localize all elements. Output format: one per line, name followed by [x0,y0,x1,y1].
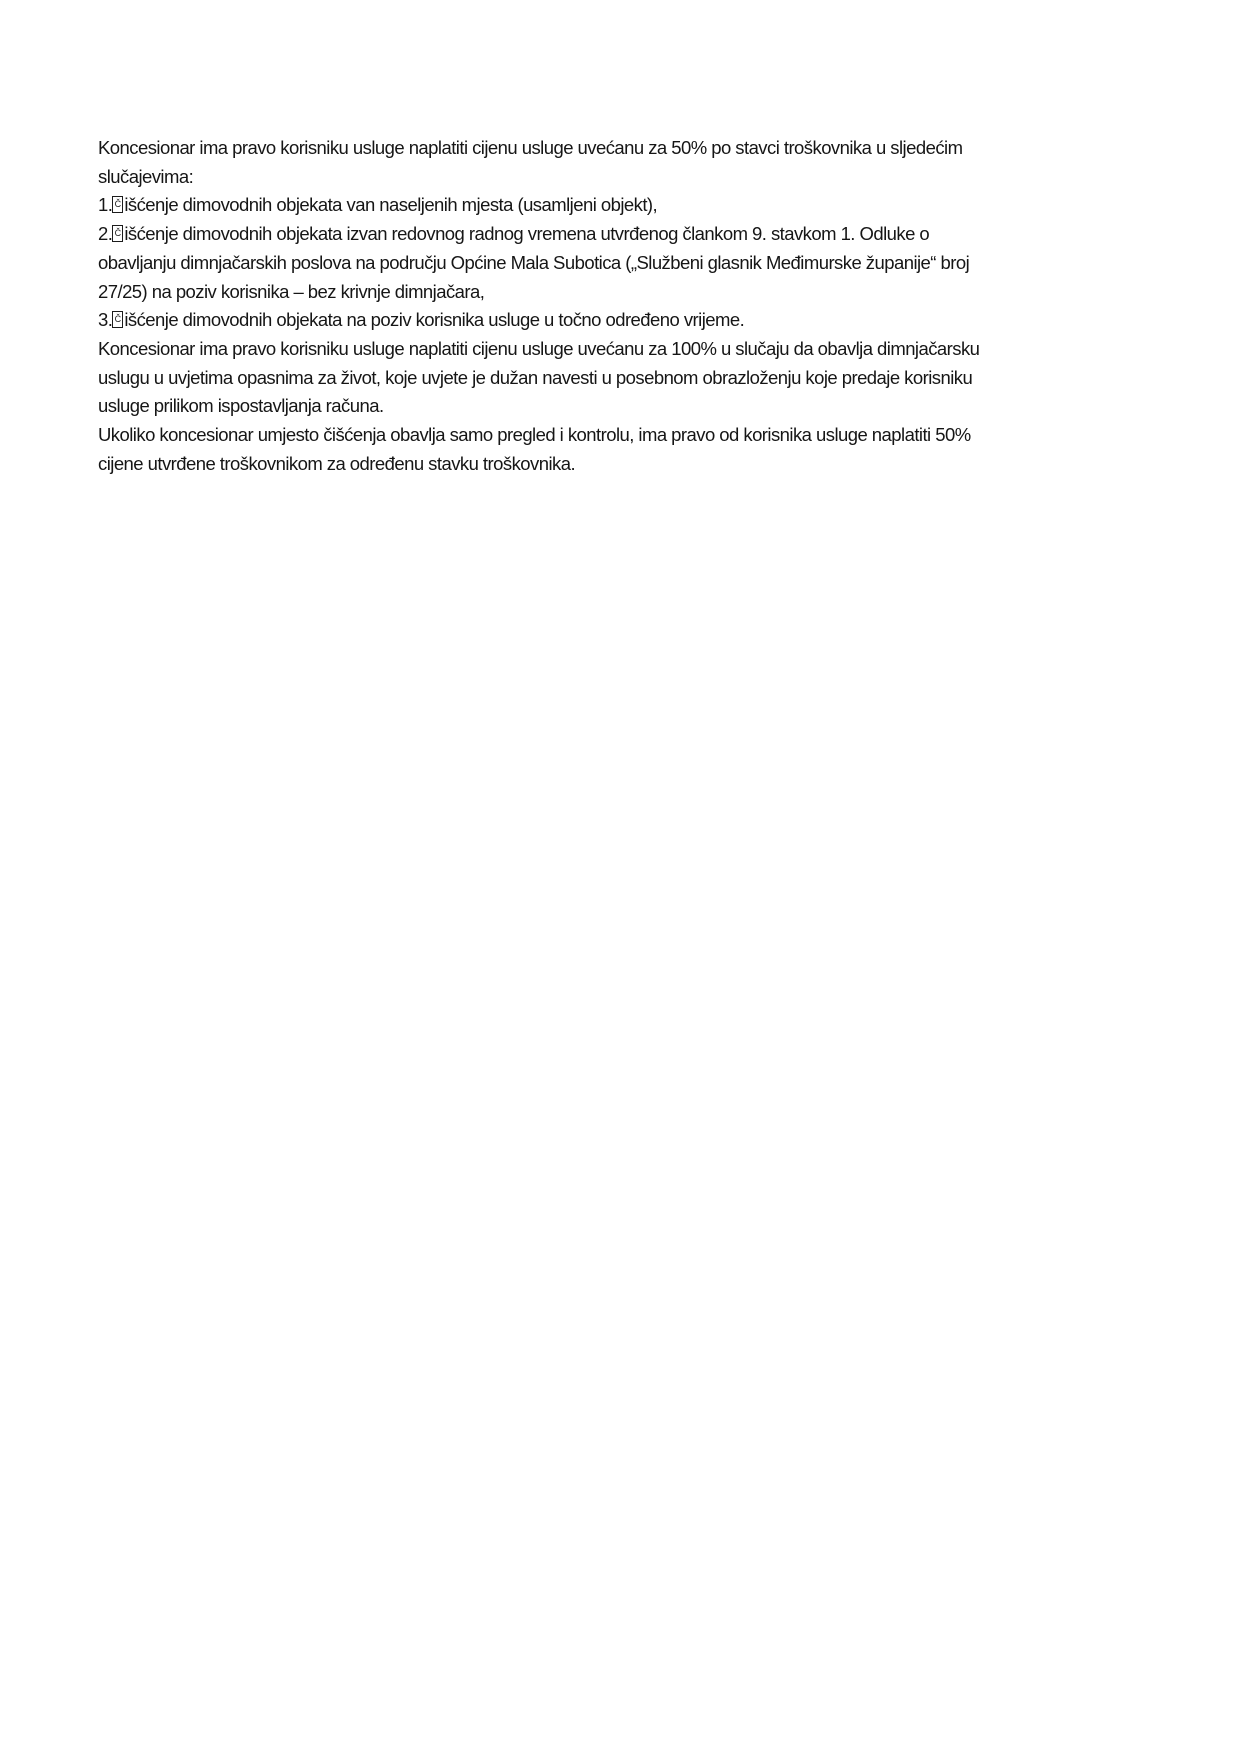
text-line [98,278,1153,307]
line-text: cijene utvrđene troškovnikom za određenu stavku troškovnika. [98,452,576,474]
list-number: 2. [98,223,113,245]
missing-glyph-icon: Č [112,225,123,242]
list-number: 3. [98,309,113,331]
numbered-list-line [98,220,1153,249]
line-text: Ukoliko koncesionar umjesto čišćenja obavlja samo pregled i kontrolu, ima pravo od korisnika usluge naplatiti 50% [98,424,971,446]
line-text: usluge prilikom ispostavljanja računa. [98,395,384,417]
numbered-list-line [98,191,1153,220]
line-text: išćenje dimovodnih objekata van naseljenih mjesta (usamljeni objekt), [124,194,658,216]
line-text: uslugu u uvjetima opasnima za život, koje uvjete je dužan navesti u posebnom obrazloženju koje predaje korisniku [98,366,973,388]
line-text: Koncesionar ima pravo korisniku usluge naplatiti cijenu usluge uvećanu za 100% u slučaju da obavlja dimnjačarsku [98,337,980,359]
numbered-list-line [98,306,1153,335]
line-text: išćenje dimovodnih objekata izvan redovnog radnog vremena utvrđenog člankom 9. stavkom 1. Odluke o [124,223,930,245]
text-line [98,335,1153,364]
list-number: 1. [98,194,113,216]
text-line [98,392,1153,421]
line-text: obavljanju dimnjačarskih poslova na području Općine Mala Subotica („Službeni glasnik Međimurske županije“ broj [98,251,970,273]
text-line [98,134,1153,163]
text-line [98,450,1153,479]
missing-glyph-icon: Č [112,311,123,328]
line-text: slučajevima: [98,165,194,187]
line-text: 27/25) na poziv korisnika – bez krivnje dimnjačara, [98,280,485,302]
text-line [98,421,1153,450]
line-text: Koncesionar ima pravo korisniku usluge naplatiti cijenu usluge uvećanu za 50% po stavci troškovnika u sljedećim [98,137,963,158]
missing-glyph-icon: Č [112,196,123,213]
text-line [98,163,1153,192]
text-line [98,364,1153,393]
text-line [98,249,1153,278]
line-text: išćenje dimovodnih objekata na poziv korisnika usluge u točno određeno vrijeme. [124,309,745,331]
